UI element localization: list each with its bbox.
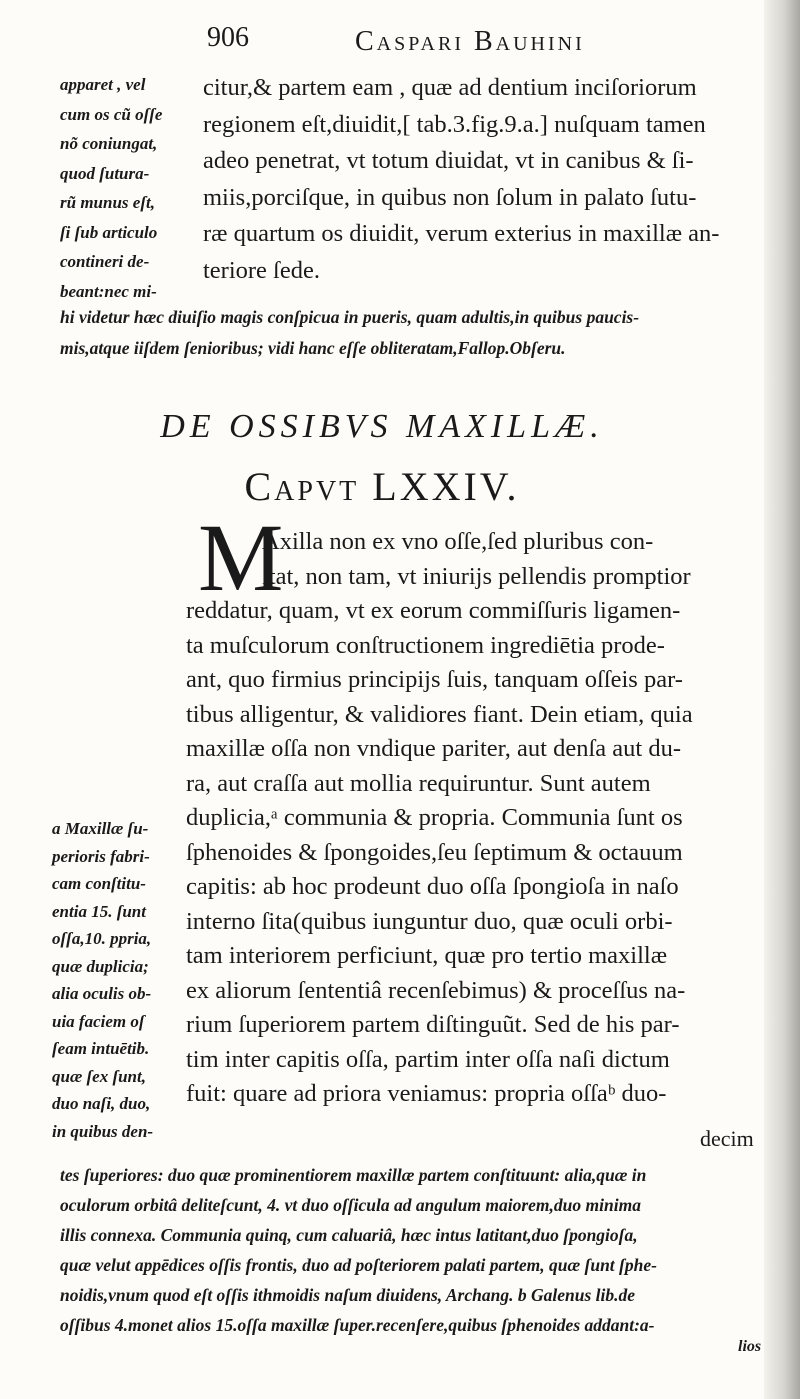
chapter-title: Capvt LXXIV. [244,464,520,509]
footnote-catchword [738,1338,761,1356]
text-line: duplicia,ᵃ communia & propria. Communia ſunt os [186,804,683,831]
text-line: citur,& partem eam , quæ ad dentium inciſoriorum [203,74,697,101]
text-line: adeo penetrat, vt totum diuidat, vt in canibus & ſi- [203,147,694,174]
margin-note-line: beant:nec mi- [60,281,157,301]
page-gutter-shadow [764,0,800,1399]
footnote-line: tes ſuperiores: duo quæ prominentiorem maxillæ partem conſtituunt: alia,quæ in [60,1165,647,1185]
text-line: maxillæ oſſa non vndique pariter, aut denſa aut du- [186,735,682,762]
margin-note-line: quod ſutura- [60,163,150,183]
footnote-a-side [52,815,153,1145]
footnote-line: cam conſtitu- [52,874,146,893]
text-line: miis,porciſque, in quibus non ſolum in palato ſutu- [203,183,697,211]
text-line: interno ſita(quibus iunguntur duo, quæ oculi orbi- [186,907,673,935]
chapter-body [262,525,691,594]
footnote-line: quæ duplicia; [52,956,149,976]
margin-note-line: cum os cũ oſſe [60,104,163,124]
text-line: ex aliorum ſententiâ recenſebimus) & proceſſus na- [186,976,686,1004]
text-line: tam interiorem perficiunt, quæ pro tertio maxillæ [186,942,668,969]
footnote-line: quæ velut appēdices oſſis frontis, duo ad poſteriorem palati partem, quæ ſunt ſphe- [60,1255,657,1275]
text-line: tim inter capitis oſſa, partim inter oſſa naſi dictum [186,1045,670,1073]
footnote-line: a Maxillæ ſu- [52,819,149,838]
text-line: reddatur, quam, vt ex eorum commiſſuris ligamen- [186,597,681,624]
text-line: regionem eſt,diuidit,[ tab.3.fig.9.a.] nuſquam tamen [203,110,706,138]
footnote-line: oſſa,10. ppria, [52,929,152,948]
catchword-text: decim [700,1126,754,1151]
catchword [700,1126,754,1152]
footnote-line: quæ ſex ſunt, [52,1066,146,1086]
footnote-catchword-text: lios [738,1338,762,1355]
footnote-line: in quibus den- [52,1121,154,1141]
running-title: Caspari Bauhini [355,26,585,57]
text-line: ant, quo firmius principijs ſuis, tanquam oſſeis par- [186,666,683,693]
text-line: ſtat, non tam, vt iniurijs pellendis promptior [262,562,691,590]
footnote-line: entia 15. ſunt [52,901,146,921]
footnote-line: ſeam intuētib. [52,1039,150,1058]
text-line: rium ſuperiorem partem diſtinguũt. Sed de his par- [186,1011,680,1038]
text-line: teriore ſede. [203,256,320,284]
margin-note-line: nõ coniungat, [60,134,158,153]
text-line: ra, aut craſſa aut mollia requiruntur. Sunt autem [186,769,651,797]
section-title: DE OSSIBVS MAXILLÆ. [160,408,604,445]
margin-note-line: rũ munus eſt, [60,193,155,212]
chapter-body-cont [186,594,693,1112]
top-paragraph [203,70,719,289]
footnote-line: oculorum orbitâ deliteſcunt, 4. vt duo oſſicula ad angulum maiorem,duo minima [60,1195,641,1215]
text-line: fuit: quare ad priora veniamus: propria oſſaᵇ duo- [186,1080,667,1107]
text-line: Axilla non ex vno oſſe,ſed pluribus con- [262,528,654,555]
footnote-line: illis connexa. Communia quinq, cum caluariâ, hæc intus latitant,duo ſpongioſa, [60,1225,638,1245]
page-number: 906 [207,22,249,53]
margin-note-line: apparet , vel [60,75,146,94]
footnote-line: duo naſi, duo, [52,1094,151,1113]
text-line: ræ quartum os diuidit, verum exterius in maxillæ an- [203,220,720,247]
margin-note-line: ſi ſub articulo [60,222,158,242]
footnote-line: noidis,vnum quod eſt oſſis ithmoidis naſum diuidens, Archang. b Galenus lib.de [60,1285,636,1305]
footnote-line: alia oculis ob- [52,984,152,1003]
footnote-wide [60,1160,657,1340]
text-line: ta muſculorum conſtructionem ingrediētia prode- [186,631,665,659]
text-line: ſphenoides & ſpongoides,ſeu ſeptimum & octauum [186,838,683,866]
text-line: tibus alligentur, & validiores fiant. Dein etiam, quia [186,700,693,728]
margin-note-continuation [60,302,639,364]
margin-note-top [60,70,162,306]
footnote-line: uia faciem oſ [52,1011,145,1031]
text-line: capitis: ab hoc prodeunt duo oſſa ſpongioſa in naſo [186,873,679,900]
drop-cap: M [198,504,284,611]
note-line: hi videtur hæc diuiſio magis conſpicua in pueris, quam adultis,in quibus paucis- [60,307,640,327]
margin-note-line: contineri de- [60,252,150,271]
footnote-line: oſſibus 4.monet alios 15.oſſa maxillæ ſuper.recenſere,quibus ſphenoides addant:a- [60,1315,655,1335]
note-line: mis,atque iiſdem ſenioribus; vidi hanc eſſe obliteratam,Fallop.Obſeru. [60,338,566,358]
footnote-line: perioris fabri- [52,846,150,866]
